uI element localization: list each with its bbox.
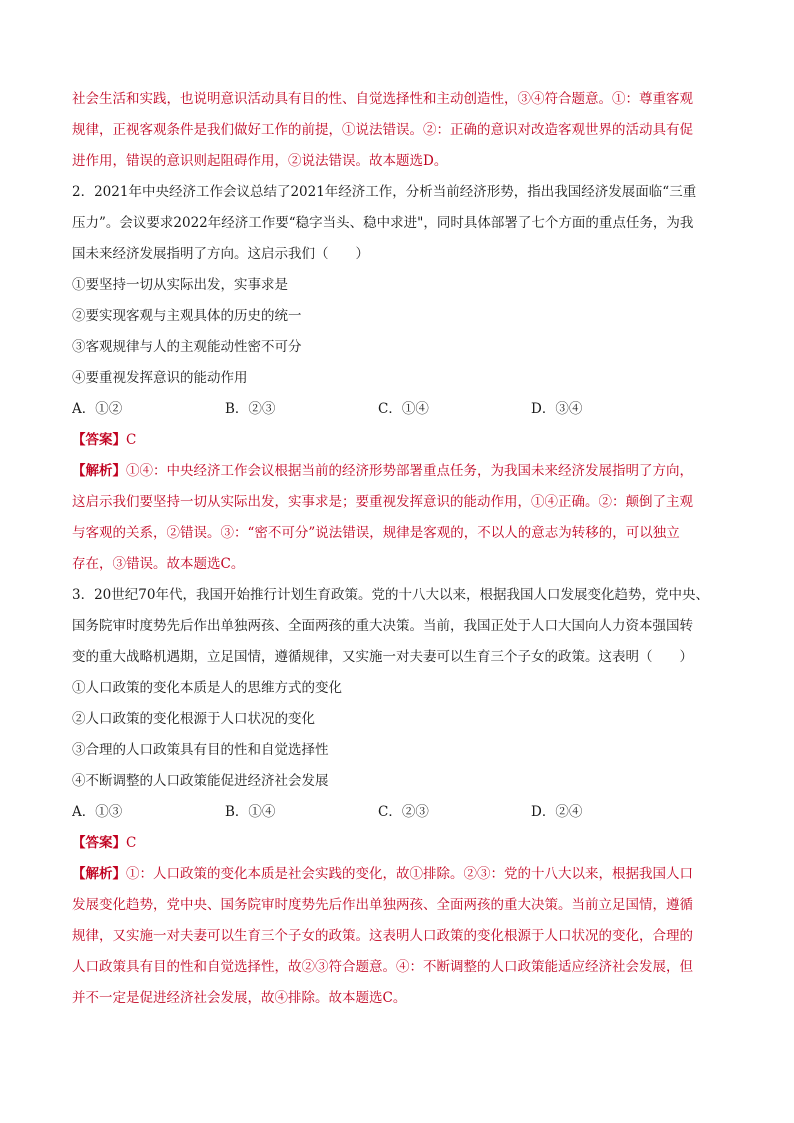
option-b: B．①④ [225,804,276,820]
analysis-line: 存在，③错误。故本题选C。 [72,556,245,572]
analysis-line: 人口政策具有目的性和自觉选择性，故②③符合题意。④：不断调整的人口政策能适应经济社会发展，但 [72,959,693,975]
answer-value: C [126,835,137,851]
analysis-line: 规律，又实施一对夫妻可以生育三个子女的政策。这表明人口政策的变化根源于人口状况的变化，合理的 [72,928,693,944]
previous-analysis-tail [72,84,724,177]
analysis-line: ①④：中央经济工作会议根据当前的经济形势部署重点任务，为我国未来经济发展指明了方向， [126,463,693,479]
analysis-line: 这启示我们要坚持一切从实际出发，实事求是；要重视发挥意识的能动作用，①④正确。②：颠倒了主观 [72,494,693,510]
answer-label: 【答案】 [72,835,126,851]
analysis-line: 规律，正视客观条件是我们做好工作的前提，①说法错误。②：正确的意识对改造客观世界的活动具有促 [72,122,693,138]
question-2 [72,177,724,580]
options-row [72,797,724,828]
question-stem-line: 国务院审时度势先后作出单独两孩、全面两孩的重大决策。当前，我国正处于人口大国向人力资本强国转 [72,618,693,634]
statement: ③合理的人口政策具有目的性和自觉选择性 [72,742,329,758]
analysis-label: 【解析】 [72,463,126,479]
option-a: A．①③ [72,804,123,820]
question-stem-line: 压力”。会议要求2022年经济工作要“稳字当头、稳中求进"，同时具体部署了七个方面的重点任务，为我 [72,215,694,231]
answer-row [72,828,724,859]
statement: ④不断调整的人口政策能促进经济社会发展 [72,773,329,789]
statement: ②人口政策的变化根源于人口状况的变化 [72,711,315,727]
option-d: D．③④ [531,401,583,417]
statement: ①要坚持一切从实际出发，实事求是 [72,277,288,293]
options-row [72,394,724,425]
statement: ③客观规律与人的主观能动性密不可分 [72,339,302,355]
analysis-line: ①：人口政策的变化本质是社会实践的变化，故①排除。②③：党的十八大以来，根据我国人口 [126,866,693,882]
statement: ④要重视发挥意识的能动作用 [72,370,248,386]
analysis-line: 并不一定是促进经济社会发展，故④排除。故本题选C。 [72,990,407,1006]
analysis-label: 【解析】 [72,866,126,882]
statement: ②要实现客观与主观具体的历史的统一 [72,308,302,324]
question-3 [72,580,724,1014]
answer-value: C [126,432,137,448]
answer-label: 【答案】 [72,432,126,448]
statement: ①人口政策的变化本质是人的思维方式的变化 [72,680,342,696]
answer-row [72,425,724,456]
analysis-line: 发展变化趋势，党中央、国务院审时度势先后作出单独两孩、全面两孩的重大决策。当前立足国情，遵循 [72,897,693,913]
analysis-line: 进作用，错误的意识则起阻碍作用，②说法错误。故本题选D。 [72,153,448,169]
question-stem-line: 国未来经济发展指明了方向。这启示我们（ ） [72,246,369,262]
analysis [72,859,724,1014]
option-b: B．②③ [225,401,276,417]
question-stem-line: 2．2021年中央经济工作会议总结了2021年经济工作，分析当前经济形势，指出我国经济发展面临“三重 [72,184,697,200]
option-c: C．①④ [378,401,429,417]
question-stem-line: 3．20世纪70年代，我国开始推行计划生育政策。党的十八大以来，根据我国人口发展变化趋势，党中央、 [72,587,709,603]
option-d: D．②④ [531,804,583,820]
analysis-line: 社会生活和实践，也说明意识活动具有目的性、自觉选择性和主动创造性，③④符合题意。①：尊重客观 [72,91,693,107]
analysis [72,456,724,580]
option-c: C．②③ [378,804,429,820]
analysis-line: 与客观的关系，②错误。③：“密不可分”说法错误，规律是客观的，不以人的意志为转移的，可以独立 [72,525,680,541]
question-stem-line: 变的重大战略机遇期，立足国情，遵循规律，又实施一对夫妻可以生育三个子女的政策。这表明（ ） [72,649,693,665]
option-a: A．①② [72,401,123,417]
